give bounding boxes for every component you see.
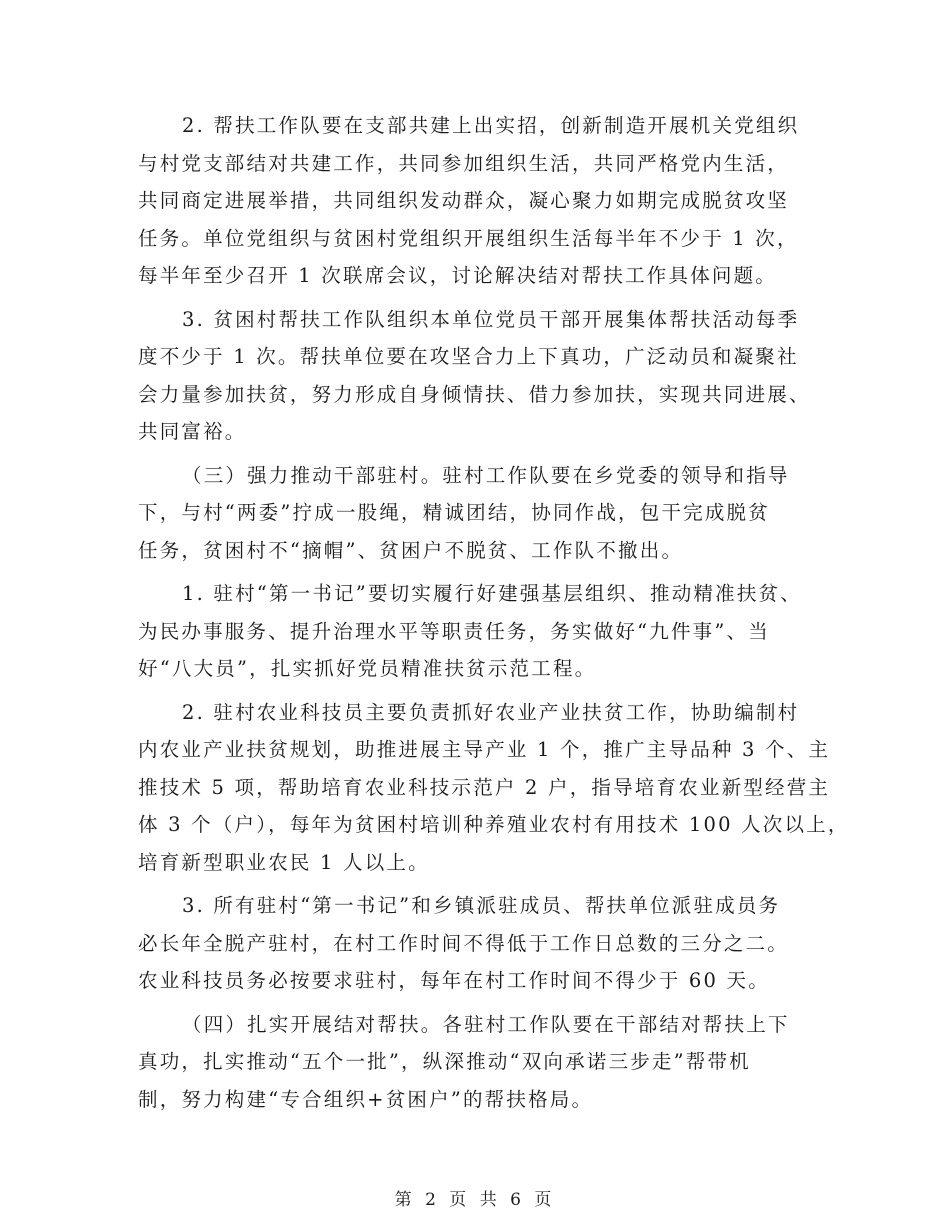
page-number-footer: 第 2 页 共 6 页: [394, 1190, 556, 1210]
text-line: 下，与村“两委”拧成一股绳，精诚团结，协同作战，包干完成脱贫: [138, 501, 770, 524]
document-body: [138, 107, 850, 1124]
text-line: 好“八大员”，扎实抓好党员精准扶贫示范工程。: [138, 657, 597, 680]
text-line: 为民办事服务、提升治理水平等职责任务，务实做好“九件事”、当: [138, 619, 770, 643]
section-3-cadres-in-village: [138, 457, 828, 570]
text-line: （四）扎实开展结对帮扶。各驻村工作队要在干部结对帮扶上下: [182, 1012, 790, 1036]
text-line: 真功，扎实推动“五个一批”，纵深推动“双向承诺三步走”帮带机: [138, 1050, 751, 1073]
paragraph-3-collective-assistance: [138, 301, 828, 451]
paragraph-2-agri-technician: [138, 694, 850, 882]
paragraph-3-stationing-time: [138, 887, 828, 1000]
text-line: 共同富裕。: [138, 420, 247, 443]
text-line: 2. 驻村农业科技员主要负责抓好农业产业扶贫工作，协助编制村: [182, 700, 800, 724]
text-line: 制，努力构建“专合组织+贫困户”的帮扶格局。: [138, 1087, 594, 1111]
paragraph-1-first-secretary: [138, 575, 828, 688]
text-line: 培育新型职业农民 1 人以上。: [138, 850, 430, 874]
text-line: 推技术 5 项，帮助培育农业科技示范户 2 户，指导培育农业新型经营主: [138, 775, 831, 799]
text-line: 每半年至少召开 1 次联席会议，讨论解决结对帮扶工作具体问题。: [138, 264, 778, 287]
paragraph-2-party-branch: [138, 107, 828, 295]
text-line: 共同商定进展举措，共同组织发动群众，凝心聚力如期完成脱贫攻坚: [138, 189, 790, 212]
text-line: 任务。单位党组织与贫困村党组织开展组织生活每半年不少于 1 次，: [138, 226, 799, 250]
section-4-paired-assistance: [138, 1006, 828, 1119]
text-line: 体 3 个（户），每年为贫困村培训种养殖业农村有用技术 100 人次以上，: [138, 813, 850, 836]
text-line: 度不少于 1 次。帮扶单位要在攻坚合力上下真功，广泛动员和凝聚社: [138, 345, 799, 368]
text-line: 3. 所有驻村“第一书记”和乡镇派驻成员、帮扶单位派驻成员务: [182, 894, 781, 917]
text-line: 必长年全脱产驻村，在村工作时间不得低于工作日总数的三分之二。: [138, 931, 790, 955]
text-line: 2. 帮扶工作队要在支部共建上出实招，创新制造开展机关党组织: [182, 114, 800, 137]
text-line: 与村党支部结对共建工作，共同参加组织生活，共同严格党内生活，: [138, 151, 790, 175]
text-line: 会力量参加扶贫，努力形成自身倾情扶、借力参加扶，实现共同进展、: [138, 382, 811, 406]
text-line: 1. 驻村“第一书记”要切实履行好建强基层组织、推动精准扶贫、: [182, 582, 802, 605]
text-line: 任务，贫困村不“摘帽”、贫困户不脱贫、工作队不撤出。: [138, 538, 684, 562]
text-line: 农业科技员务必按要求驻村，每年在村工作时间不得少于 60 天。: [138, 969, 770, 992]
text-line: （三）强力推动干部驻村。驻村工作队要在乡党委的领导和指导: [182, 463, 790, 487]
text-line: 内农业产业扶贫规划，助推进展主导产业 1 个，推广主导品种 3 个、主: [138, 738, 831, 761]
text-line: 3. 贫困村帮扶工作队组织本单位党员干部开展集体帮扶活动每季: [182, 307, 800, 331]
